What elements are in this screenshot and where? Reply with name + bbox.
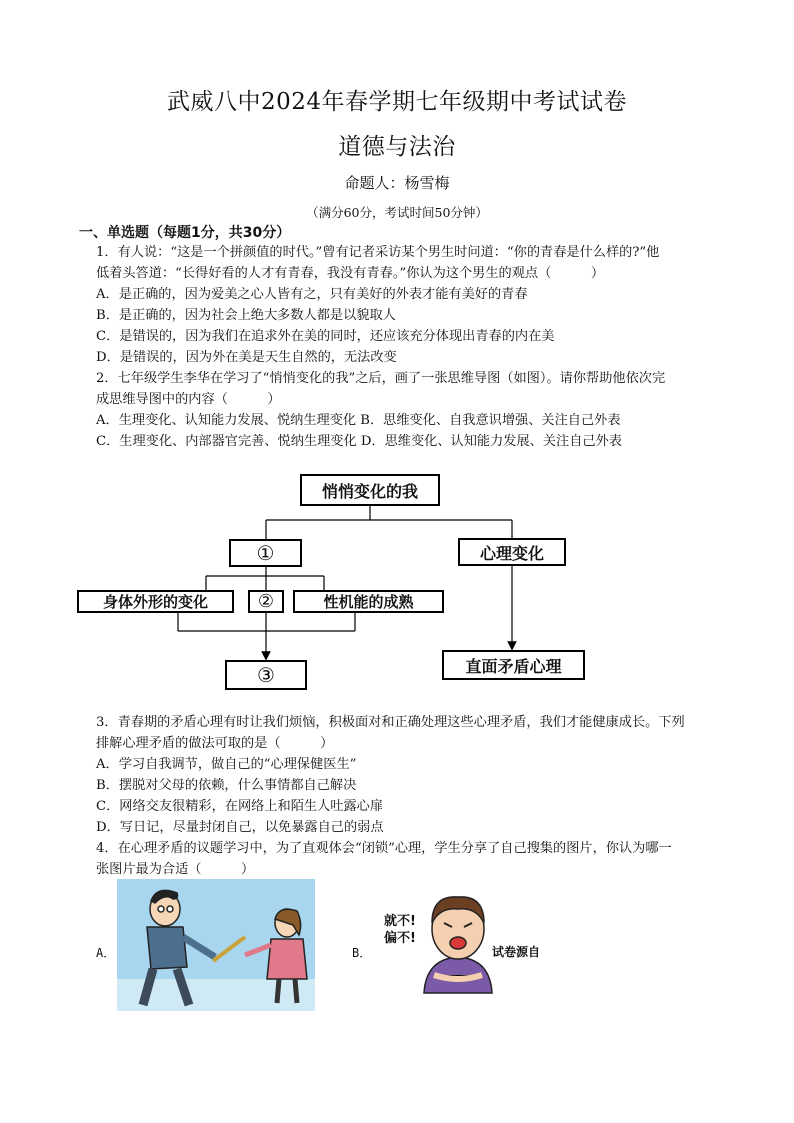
q4-picture-a (117, 879, 315, 1011)
q1-option-c: C．是错误的，因为我们在追求外在美的同时，还应该充分体现出青春的内在美 (96, 329, 555, 344)
q3-option-d: D．写日记，尽量封闭自己，以免暴露自己的弱点 (96, 820, 384, 835)
node-psych-change: 心理变化 (458, 538, 566, 566)
q3-option-c: C．网络交友很精彩，在网络上和陌生人吐露心扉 (96, 799, 384, 814)
q4-label-b: B． (352, 946, 372, 960)
q3-stem-line1: 3．青春期的矛盾心理有时让我们烦恼，积极面对和正确处理这些心理矛盾，我们才能健康成长。下列 (96, 715, 685, 730)
q4-label-a: A． (96, 946, 116, 960)
node-root: 悄悄变化的我 (300, 474, 440, 506)
q3-stem-line2: 排解心理矛盾的做法可取的是（ ） (96, 736, 334, 751)
node-body-shape: 身体外形的变化 (77, 590, 234, 613)
node-blank-2: ② (248, 590, 284, 613)
q3-option-b: B．摆脱对父母的依赖，什么事情都自己解决 (96, 778, 357, 793)
node-blank-3: ③ (225, 660, 307, 690)
q1-option-d: D．是错误的，因为外在美是天生自然的，无法改变 (96, 350, 397, 365)
node-face-conflict: 直面矛盾心理 (442, 650, 585, 680)
q4-stem-line1: 4．在心理矛盾的议题学习中，为了直观体会“闭锁”心理，学生分享了自己搜集的图片，你认为哪一 (96, 841, 672, 856)
subject-title: 道德与法治 (338, 134, 456, 160)
q2-stem-line1: 2．七年级学生李华在学习了“悄悄变化的我”之后，画了一张思维导图（如图）。请你帮助他依次完 (96, 371, 666, 386)
q2-stem-line2: 成思维导图中的内容（ ） (96, 392, 281, 407)
speech-line-1: 就不! (384, 914, 416, 929)
q1-stem-line2: 低着头答道：“长得好看的人才有青春，我没有青春。”你认为这个男生的观点（ ） (96, 266, 605, 281)
q2-options-ab: A．生理变化、认知能力发展、悦纳生理变化 B．思维变化、自我意识增强、关注自己外表 (96, 413, 621, 428)
q4-picture-a-illustration (117, 879, 315, 1011)
q4-picture-b (380, 883, 550, 1007)
q1-stem-line1: 1．有人说：“这是一个拼颜值的时代。”曾有记者采访某个男生时问道：“你的青春是什么样的?”他 (96, 245, 660, 260)
q4-stem-line2: 张图片最为合适（ ） (96, 862, 255, 877)
q2-options-cd: C．生理变化、内部器官完善、悦纳生理变化 D．思维变化、认知能力发展、关注自己外表 (96, 434, 622, 449)
q3-option-a: A．学习自我调节，做自己的“心理保健医生” (96, 757, 357, 772)
q1-option-b: B．是正确的，因为社会上绝大多数人都是以貌取人 (96, 308, 396, 323)
watermark-text: 试卷源自 (492, 945, 541, 959)
exam-info: （满分60分，考试时间50分钟） (306, 205, 488, 220)
node-sexual-maturity: 性机能的成熟 (293, 590, 444, 613)
q1-option-a: A．是正确的，因为爱美之心人皆有之，只有美好的外表才能有美好的青春 (96, 287, 528, 302)
node-blank-1: ① (229, 539, 302, 567)
section-heading: 一、单选题（每题1分，共30分） (79, 225, 291, 241)
exam-title: 武威八中2024年春学期七年级期中考试试卷 (166, 89, 628, 115)
author-line: 命题人：杨雪梅 (344, 174, 450, 192)
speech-line-2: 偏不! (384, 931, 416, 946)
